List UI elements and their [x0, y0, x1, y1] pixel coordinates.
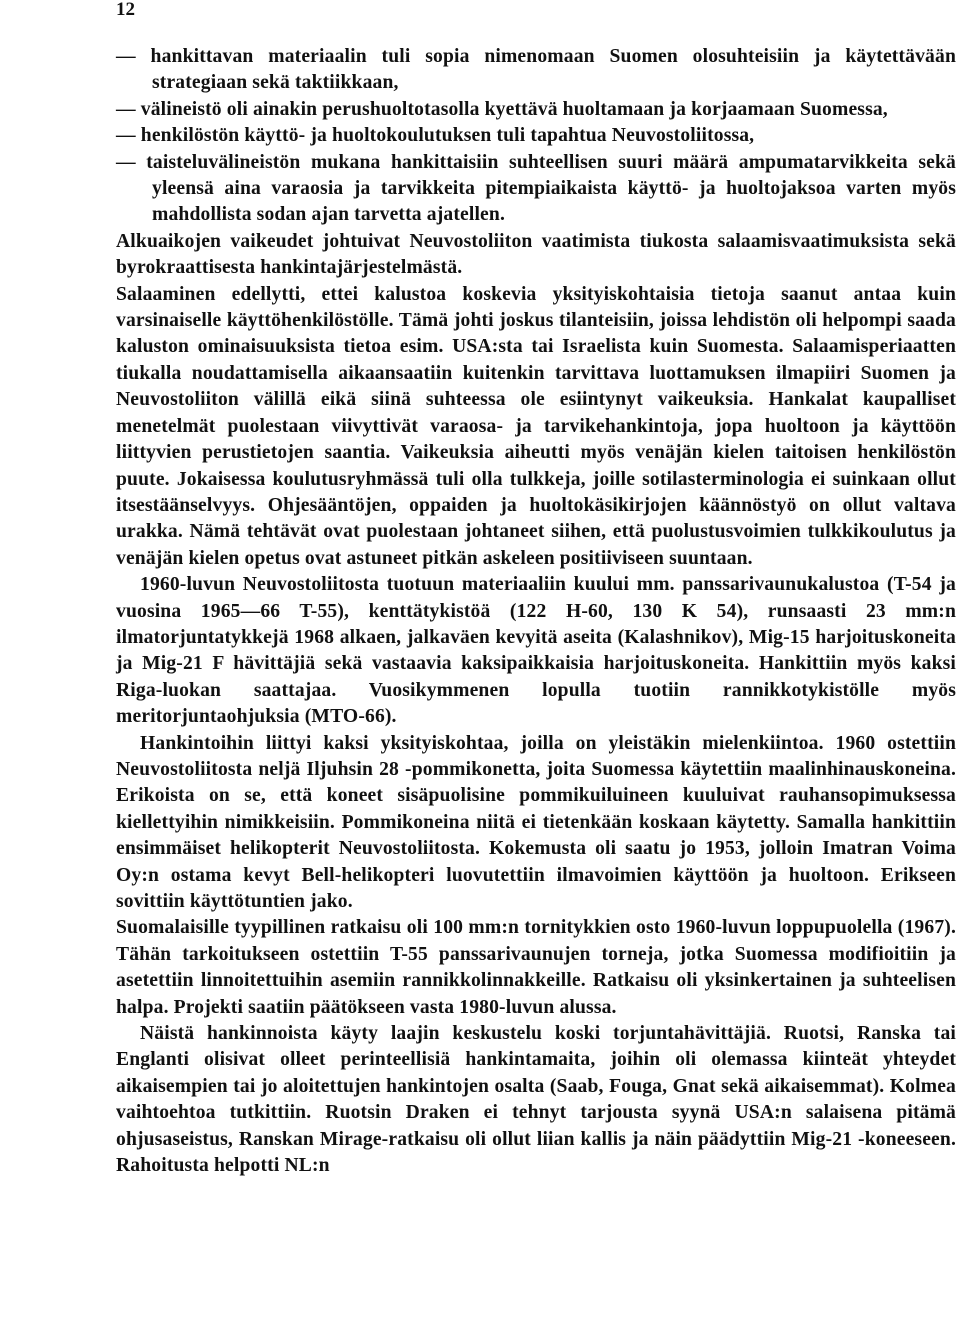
requirement-item-3: — henkilöstön käyttö- ja huoltokoulutuksen tuli tapahtua Neuvostoliitossa, [116, 125, 755, 147]
document-body [116, 44, 956, 1179]
requirement-item-2: — välineistö oli ainakin perushuoltotasolla kyettävä huoltamaan ja korjaamaan Suomessa, [116, 98, 888, 120]
paragraph-1960s-materiel: 1960-luvun Neuvostoliitosta tuotuun materiaaliin kuului mm. panssarivaunukalustoa (T-54 ja vuosina 1965—66 T-55), kenttätykistöä (122 H-60, 130 K 54), runsaasti 23 mm:n ilmatorjuntatykkejä 1968 alkaen, jalkaväen kevyitä aseita (Kalashnikov), Mig-15 harjoituskoneita ja Mig-21 F hävittäjiä sekä vastaavia kaksipaikkaisia harjoituskoneita. Hankittiin myös kaksi Riga-luokan saattajaa. Vuosikymmenen lopulla tuotiin rannikkotykistölle myös meritorjuntaohjuksia (MTO-66). [116, 574, 956, 728]
paragraph-procurement-details: Hankintoihin liittyi kaksi yksityiskohtaa, joilla on yleistäkin mielenkiintoa. 1960 ostettiin Neuvostoliitosta neljä Iljuhsin 28 -pommikonetta, joita Suomessa käytettiin maalinhinauskoneina. Erikoista on se, että koneet sisäpuolisine pommikuiluineen kuuluivat rauhansopimuksessa kiellettyihin nimikkeisiin. Pommikoneina niitä ei tietenkään koskaan käytetty. Samalla hankittiin ensimmäiset helikopterit Neuvostoliitosta. Kokemusta oli saatu jo 1953, jolloin Imatran Voima Oy:n ostama kevyt Bell-helikopteri luovutettiin ilmavoimien käyttöön ja huoltoon. Erikseen sovittiin käyttötuntien jako. [116, 732, 956, 912]
requirement-item-1: — hankittavan materiaalin tuli sopia nimenomaan Suomen olosuhteisiin ja käytettävään strategiaan sekä taktiikkaan, [116, 46, 956, 94]
paragraph-secrecy-effects: Salaaminen edellytti, ettei kalustoa koskevia yksityiskohtaisia tietoja saanut antaa kuin varsinaiselle käyttöhenkilöstölle. Tämä johti joskus tilanteisiin, joissa lehdistön oli helpompi saada kaluston ominaisuuksista tietoa esim. USA:sta tai Israelista kuin Suomesta. Salaamisperiaatten tiukalla noudattamisella aikaansaatiin kuitenkin tarvittava luottamuksen ilmapiiri Suomen ja Neuvostoliiton välillä eikä siinä suhteessa ole esiintynyt vaikeuksia. Hankalat kaupalliset menetelmät puolestaan viivyttivät varaosa- ja tarvikehankintoja, jopa huoltoon ja käyttöön liittyvien perustietojen saantia. Vaikeuksia aiheutti myös venäjän kielen taitoisen henkilöstön puute. Jokaisessa koulutusryhmässä tuli olla tulkkeja, joille sotilasterminologia ei suinkaan ollut itsestäänselvyys. Ohjesääntöjen, oppaiden ja huoltokäsikirjojen käännöstyö on ollut valtava urakka. Nämä tehtävät ovat puolestaan johtaneet siihen, että puolustusvoimien tulkkikoulutus ja venäjän kielen opetus ovat astuneet pitkän askeleen positiiviseen suuntaan. [116, 283, 956, 569]
paragraph-interceptors: Näistä hankinnoista käyty laajin keskustelu koski torjuntahävittäjiä. Ruotsi, Ranska tai Englanti olisivat olleet perinteellisiä hankintamaita, joihin oli olemassa kiinteät yhteydet aikaisempien tai jo aloitettujen hankintojen osalta (Saab, Fouga, Gnat sekä aikaisemmat). Kolmea vaihtoehtoa tutkittiin. Ruotsin Draken ei tehnyt tarjousta syynä USA:n salaisena pitämä ohjusaseistus, Ranskan Mirage-ratkaisu oli ollut liian kallis ja näin päädyttiin Mig-21 -koneeseen. Rahoitusta helpotti NL:n [116, 1023, 956, 1177]
paragraph-secrecy-difficulties: Alkuaikojen vaikeudet johtuivat Neuvostoliiton vaatimista tiukosta salaamisvaatimuksista sekä byrokraattisesta hankintajärjestelmästä. [116, 230, 956, 279]
page-number: 12 [116, 0, 135, 20]
paragraph-turret-guns: Suomalaisille tyypillinen ratkaisu oli 100 mm:n tornitykkien osto 1960-luvun loppupuolella (1967). Tähän tarkoitukseen ostettiin T-55 panssarivaunujen torneja, jotka Suomessa modifioitiin ja asetettiin linnoitettuihin asemiin rannikkolinnakkeille. Ratkaisu oli yksinkertainen ja suhteelisen halpa. Projekti saatiin päätökseen vasta 1980-luvun alussa. [116, 917, 956, 1018]
requirement-item-4: — taisteluvälineistön mukana hankittaisiin suhteellisen suuri määrä ampumatarvikkeita sekä yleensä aina varaosia ja tarvikkeita pitempiaikaista käyttö- ja huoltojaksoa varten myös mahdollista sodan ajan tarvetta ajatellen. [116, 151, 956, 226]
